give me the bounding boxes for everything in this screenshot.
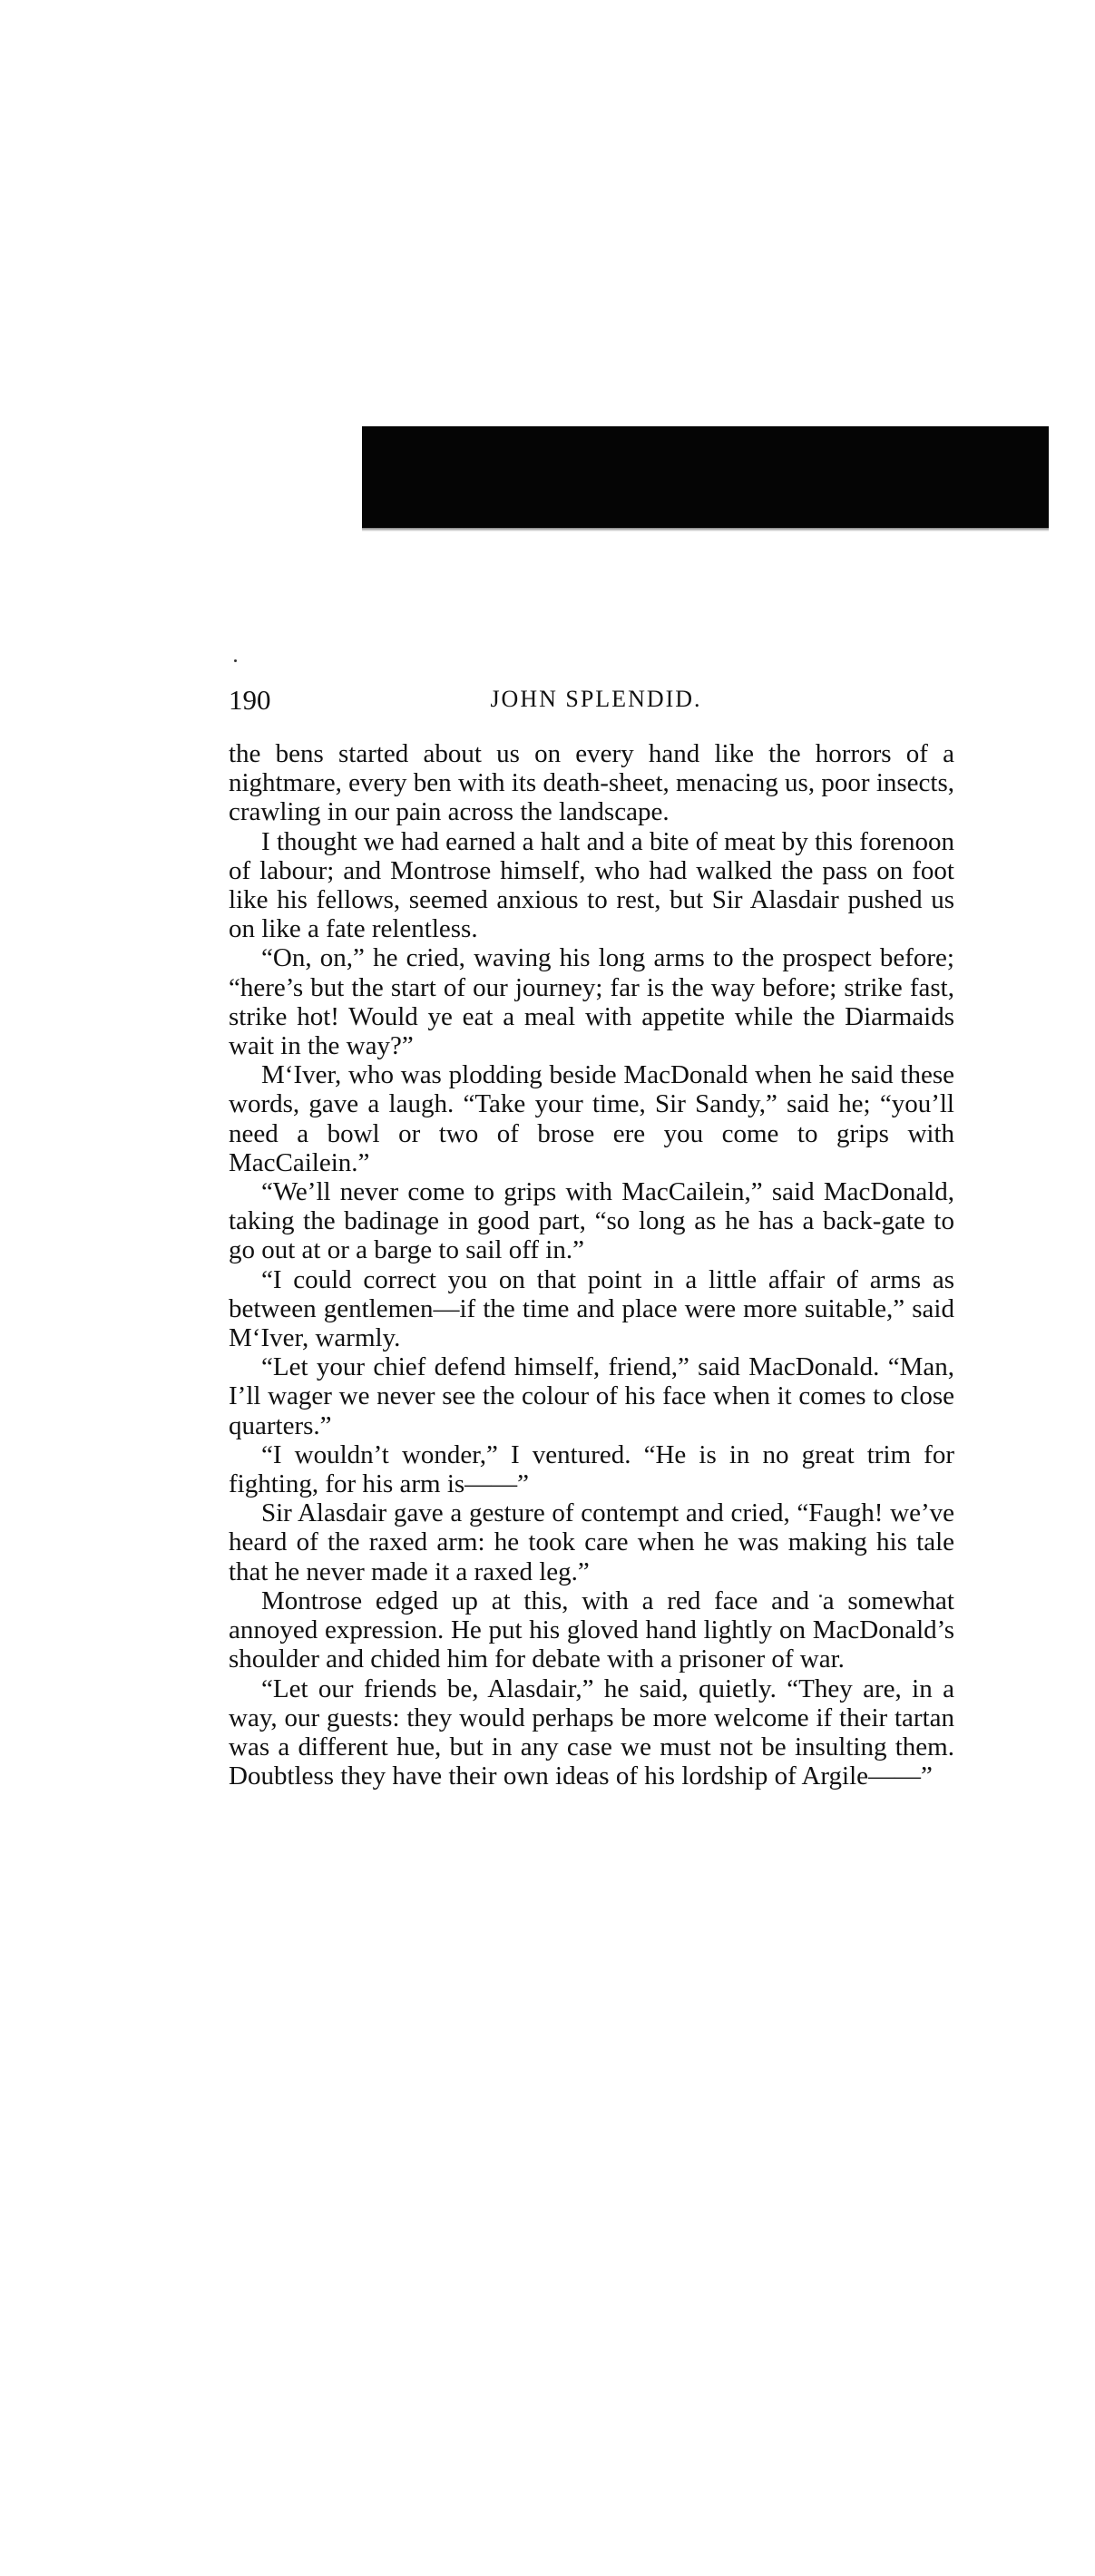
page-header [229,684,963,720]
paragraph: M‘Iver, who was plodding beside MacDonald when he said these words, gave a laugh. “Take your time, Sir Sandy,” said he; “you’ll need a bowl or two of brose ere you come to grips with MacCailein.” [229,1060,954,1177]
paragraph: “On, on,” he cried, waving his long arms to the prospect before; “here’s but the start of our journey; far is the way before; strike fast, strike hot! Would ye eat a meal with appetite while the Diarmaids wait in the way?” [229,943,954,1061]
redaction-bar [362,426,1049,528]
page-number: 190 [229,684,271,716]
scan-speck [234,659,237,662]
paragraph: “We’ll never come to grips with MacCailein,” said MacDonald, taking the badinage in good part, “so long as he has a back-gate to go out at or a barge to sail off in.” [229,1177,954,1265]
paragraph: Sir Alasdair gave a gesture of contempt and cried, “Faugh! we’ve heard of the raxed arm: he took care when he was making his tale that he never made it a raxed leg.” [229,1498,954,1586]
paragraph: Montrose edged up at this, with a red face and a somewhat annoyed expression. He put his gloved hand lightly on MacDonald’s shoulder and chided him for debate with a prisoner of war. [229,1586,954,1674]
paragraph: “Let your chief defend himself, friend,” said MacDonald. “Man, I’ll wager we never see the colour of his face when it comes to close quarters.” [229,1352,954,1440]
paragraph: “I wouldn’t wonder,” I ventured. “He is in no great trim for fighting, for his arm is——” [229,1439,954,1499]
redaction-bar-edge [362,524,1049,532]
paragraph: the bens started about us on every hand like the horrors of a nightmare, every ben with its death-sheet, menacing us, poor insects, crawling in our pain across the landscape. [229,739,954,827]
body-text [229,739,954,1791]
running-title: JOHN SPLENDID. [490,686,702,712]
paragraph: I thought we had earned a halt and a bite of meat by this forenoon of labour; and Montrose himself, who had walked the pass on foot like his fellows, seemed anxious to rest, but Sir Alasdair pushed us on like a fate relentless. [229,826,954,944]
paragraph: “I could correct you on that point in a little affair of arms as between gentlemen—if the time and place were more suitable,” said M‘Iver, warmly. [229,1264,954,1353]
paragraph: “Let our friends be, Alasdair,” he said, quietly. “They are, in a way, our guests: they would perhaps be more welcome if their tartan was a different hue, but in any case we must not be insulting them. Doubtless they have their own ideas of his lordship of Argile——” [229,1673,954,1791]
